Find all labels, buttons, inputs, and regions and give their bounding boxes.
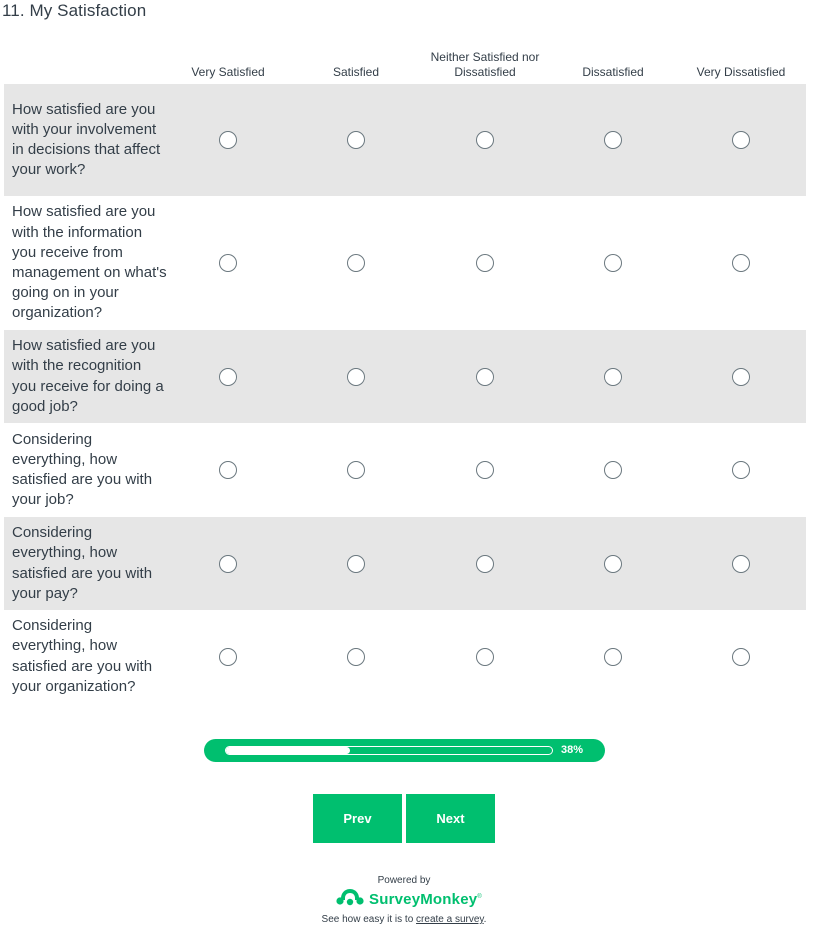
matrix-header <box>4 46 806 84</box>
row-label: How satisfied are you with your involvement in decisions that affect your work? <box>12 100 161 179</box>
radio-dissatisfied[interactable] <box>604 368 622 386</box>
row-label: How satisfied are you with the information you receive from management on what's going on in your organization? <box>12 203 167 322</box>
radio-satisfied[interactable] <box>347 368 365 386</box>
radio-very-dissatisfied[interactable] <box>732 461 750 479</box>
radio-neither[interactable] <box>476 461 494 479</box>
brand-name: SurveyMonkey <box>369 890 478 908</box>
radio-very-satisfied[interactable] <box>219 555 237 573</box>
radio-satisfied[interactable] <box>347 648 365 666</box>
prev-button[interactable]: Prev <box>313 794 402 843</box>
matrix-row-involvement <box>4 84 806 196</box>
satisfaction-matrix <box>4 46 806 703</box>
radio-satisfied[interactable] <box>347 555 365 573</box>
radio-dissatisfied[interactable] <box>604 254 622 272</box>
tagline-prefix: See how easy it is to <box>321 914 417 925</box>
progress-track <box>225 746 553 755</box>
radio-very-dissatisfied[interactable] <box>732 648 750 666</box>
radio-very-satisfied[interactable] <box>219 131 237 149</box>
matrix-row-recognition <box>4 330 806 423</box>
radio-very-satisfied[interactable] <box>219 461 237 479</box>
create-survey-link[interactable]: create a survey <box>416 914 484 925</box>
radio-neither[interactable] <box>476 368 494 386</box>
row-label: Considering everything, how satisfied are you with your job? <box>12 430 153 509</box>
column-header-neither: Neither Satisfied nor Dissatisfied <box>430 50 540 79</box>
progress-percent: 38% <box>561 744 584 756</box>
radio-very-dissatisfied[interactable] <box>732 555 750 573</box>
matrix-row-organization <box>4 610 806 703</box>
radio-dissatisfied[interactable] <box>604 648 622 666</box>
question-title: 11. My Satisfaction <box>2 1 147 20</box>
footer-tagline <box>0 913 808 926</box>
radio-neither[interactable] <box>476 648 494 666</box>
progress-fill <box>226 747 350 754</box>
radio-very-satisfied[interactable] <box>219 648 237 666</box>
brand-trademark: ® <box>477 894 482 900</box>
tagline-suffix: . <box>483 914 487 925</box>
radio-very-dissatisfied[interactable] <box>732 368 750 386</box>
radio-very-satisfied[interactable] <box>219 368 237 386</box>
matrix-row-pay <box>4 517 806 610</box>
matrix-row-job <box>4 423 806 517</box>
row-label: How satisfied are you with the recognition you receive for doing a good job? <box>12 337 164 415</box>
radio-dissatisfied[interactable] <box>604 461 622 479</box>
radio-neither[interactable] <box>476 555 494 573</box>
matrix-row-information <box>4 196 806 330</box>
radio-satisfied[interactable] <box>347 254 365 272</box>
column-header-very-satisfied: Very Satisfied <box>191 65 265 79</box>
column-header-satisfied: Satisfied <box>332 65 380 79</box>
radio-very-satisfied[interactable] <box>219 254 237 272</box>
radio-neither[interactable] <box>476 254 494 272</box>
surveymonkey-logo[interactable] <box>336 887 482 911</box>
row-label: Considering everything, how satisfied are you with your organization? <box>12 617 153 695</box>
radio-dissatisfied[interactable] <box>604 131 622 149</box>
next-button[interactable]: Next <box>406 794 495 843</box>
row-label: Considering everything, how satisfied are you with your pay? <box>12 524 153 602</box>
radio-dissatisfied[interactable] <box>604 555 622 573</box>
radio-very-dissatisfied[interactable] <box>732 254 750 272</box>
surveymonkey-icon <box>336 887 364 912</box>
radio-satisfied[interactable] <box>347 131 365 149</box>
powered-by-label: Powered by <box>377 875 431 886</box>
column-header-dissatisfied: Dissatisfied <box>582 65 644 79</box>
progress-bar <box>204 739 605 762</box>
radio-satisfied[interactable] <box>347 461 365 479</box>
column-header-very-dissatisfied: Very Dissatisfied <box>696 65 786 79</box>
radio-neither[interactable] <box>476 131 494 149</box>
radio-very-dissatisfied[interactable] <box>732 131 750 149</box>
